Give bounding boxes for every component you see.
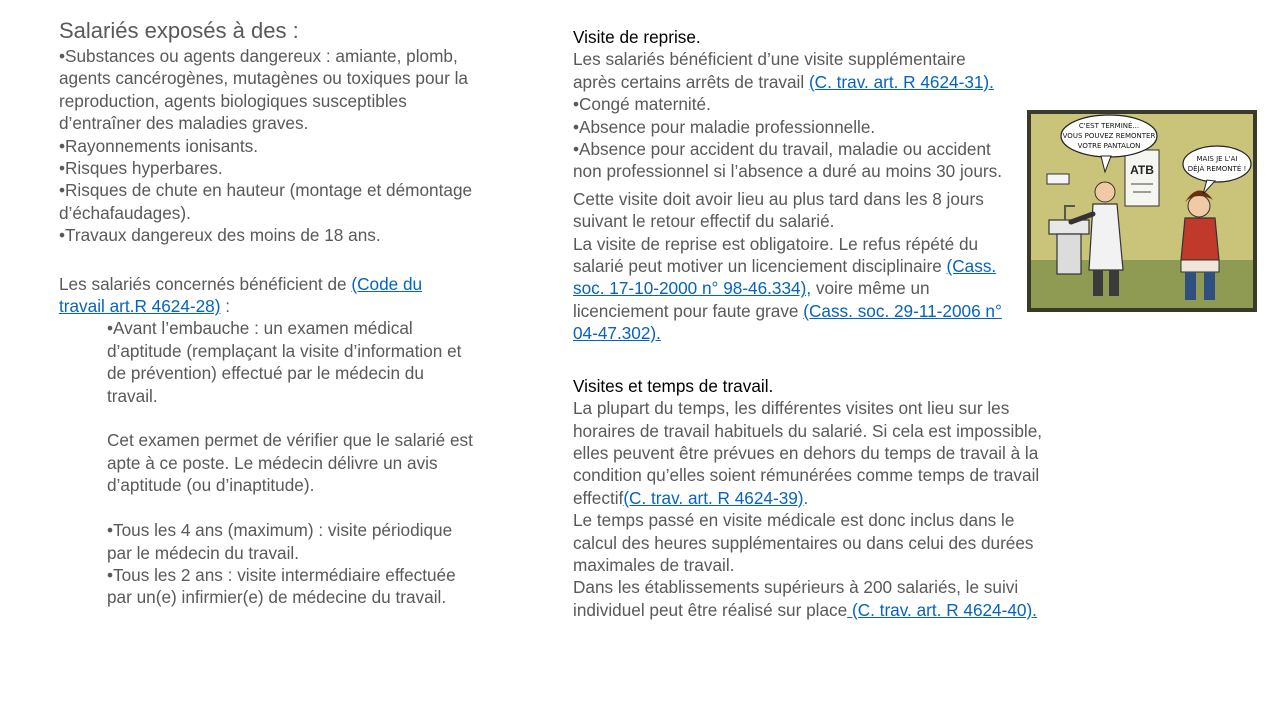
indented-block bbox=[59, 317, 477, 608]
periodique-item: •Tous les 4 ans (maximum) : visite périodique par le médecin du travail. bbox=[107, 520, 453, 563]
intro-paragraph bbox=[59, 273, 459, 318]
cass-2006-link[interactable]: (Cass. soc. 29-11-2006 n° 04-47.302). bbox=[573, 300, 1002, 344]
r4624-40-link[interactable]: (C. trav. art. R 4624-40). bbox=[847, 599, 1037, 620]
doctor-cartoon-illustration bbox=[1027, 110, 1257, 312]
intermediaire-item: •Tous les 2 ans : visite intermédiaire effectuée par un(e) infirmier(e) de médecine du travail. bbox=[107, 564, 456, 608]
temps-text-1: La plupart du temps, les différentes visites ont lieu sur les horaires de travail habituels du salarié. Si cela est impossible, elles peuvent être prévues en dehors du temps de travail à la condition qu’elles soient rémunérées comme temps de travail effectif bbox=[573, 398, 1043, 508]
intro-end: : bbox=[220, 296, 231, 317]
temps-paragraph-3 bbox=[573, 576, 1043, 621]
patient-speech-bubble bbox=[1183, 146, 1251, 182]
doctor-bubble-line2: VOUS POUVEZ REMONTER bbox=[1062, 132, 1156, 140]
reprise-heading: Visite de reprise. bbox=[573, 27, 701, 47]
eye-chart bbox=[1125, 150, 1159, 206]
towel-roll-icon bbox=[1047, 174, 1069, 184]
faute-text: voire même un licenciement pour faute grave bbox=[573, 278, 930, 321]
temps-paragraph-2: Le temps passé en visite médicale est donc inclus dans le calcul des heures supplémentaires ou dans celui des durées maximales de travail. bbox=[573, 510, 1034, 575]
list-item: •Travaux dangereux des moins de 18 ans. bbox=[59, 225, 381, 246]
period: . bbox=[803, 487, 809, 508]
reprise-text: Les salariés bénéficient d’une visite supplémentaire après certains arrêts de travail bbox=[573, 49, 966, 92]
r4624-39-link[interactable]: (C. trav. art. R 4624-39) bbox=[623, 487, 804, 508]
sink-pedestal bbox=[1057, 234, 1081, 274]
doctor-head bbox=[1095, 182, 1115, 202]
reprise-paragraph bbox=[573, 48, 1003, 93]
doctor-bubble-line3: VOTRE PANTALON bbox=[1077, 142, 1141, 150]
list-item: •Risques de chute en hauteur (montage et démontage d’échafaudages). bbox=[59, 180, 473, 223]
temps-paragraph-1 bbox=[573, 397, 1053, 509]
list-item: •Congé maternité. bbox=[573, 94, 711, 115]
patient-bubble-line1: MAIS JE L'AI bbox=[1196, 155, 1238, 163]
exposure-list bbox=[59, 45, 489, 247]
reprise-section bbox=[573, 26, 1003, 345]
eye-chart-text: ATB bbox=[1130, 163, 1154, 177]
list-item: •Absence pour accident du travail, maladie ou accident non professionnel si l’absence a duré au moins 30 jours. bbox=[573, 139, 1002, 182]
doctor-bubble-line1: C'EST TERMINÉ... bbox=[1078, 122, 1140, 130]
patient-bubble-line2: DÉJÀ REMONTÉ ! bbox=[1187, 165, 1247, 173]
left-column bbox=[59, 16, 489, 609]
examen-paragraph: Cet examen permet de vérifier que le salarié est apte à ce poste. Le médecin délivre un avis d’aptitude (ou d’inaptitude). bbox=[107, 430, 473, 496]
list-item: •Substances ou agents dangereux : amiante, plomb, agents cancérogènes, mutagènes ou toxiques pour la reproduction, agents biologiques susceptibles d’entraîner des maladies graves. bbox=[59, 46, 468, 134]
refus-text: La visite de reprise est obligatoire. Le refus répété du salarié peut motiver un licenciement disciplinaire bbox=[573, 233, 979, 277]
temps-section bbox=[573, 375, 1053, 621]
cass-2000-link[interactable]: (Cass. soc. 17-10-2000 n° 98-46.334), bbox=[573, 256, 997, 299]
patient-head bbox=[1188, 195, 1210, 217]
temps-text-3: Dans les établissements supérieurs à 200 salariés, le suivi individuel peut être réalisé sur place bbox=[573, 577, 1019, 620]
right-column bbox=[573, 26, 1053, 621]
section-title: Salariés exposés à des : bbox=[59, 18, 299, 43]
delai-paragraph: Cette visite doit avoir lieu au plus tard dans les 8 jours suivant le retour effectif du salarié. bbox=[573, 188, 984, 232]
list-item: •Risques hyperbares. bbox=[59, 158, 223, 179]
list-item: •Rayonnements ionisants. bbox=[59, 135, 259, 156]
list-item: •Absence pour maladie professionnelle. bbox=[573, 116, 876, 137]
embauche-item: •Avant l’embauche : un examen médical d’aptitude (remplaçant la visite d’information et de prévention) effectué par le médecin du travail. bbox=[107, 318, 462, 406]
temps-heading: Visites et temps de travail. bbox=[573, 375, 774, 396]
intro-text: Les salariés concernés bénéficient de bbox=[59, 273, 352, 294]
r4624-31-link[interactable]: (C. trav. art. R 4624-31). bbox=[808, 71, 994, 92]
code-travail-link[interactable]: (Code du travail art.R 4624-28) bbox=[59, 273, 423, 317]
patient-shirt bbox=[1181, 218, 1219, 260]
refus-paragraph bbox=[573, 233, 1003, 345]
